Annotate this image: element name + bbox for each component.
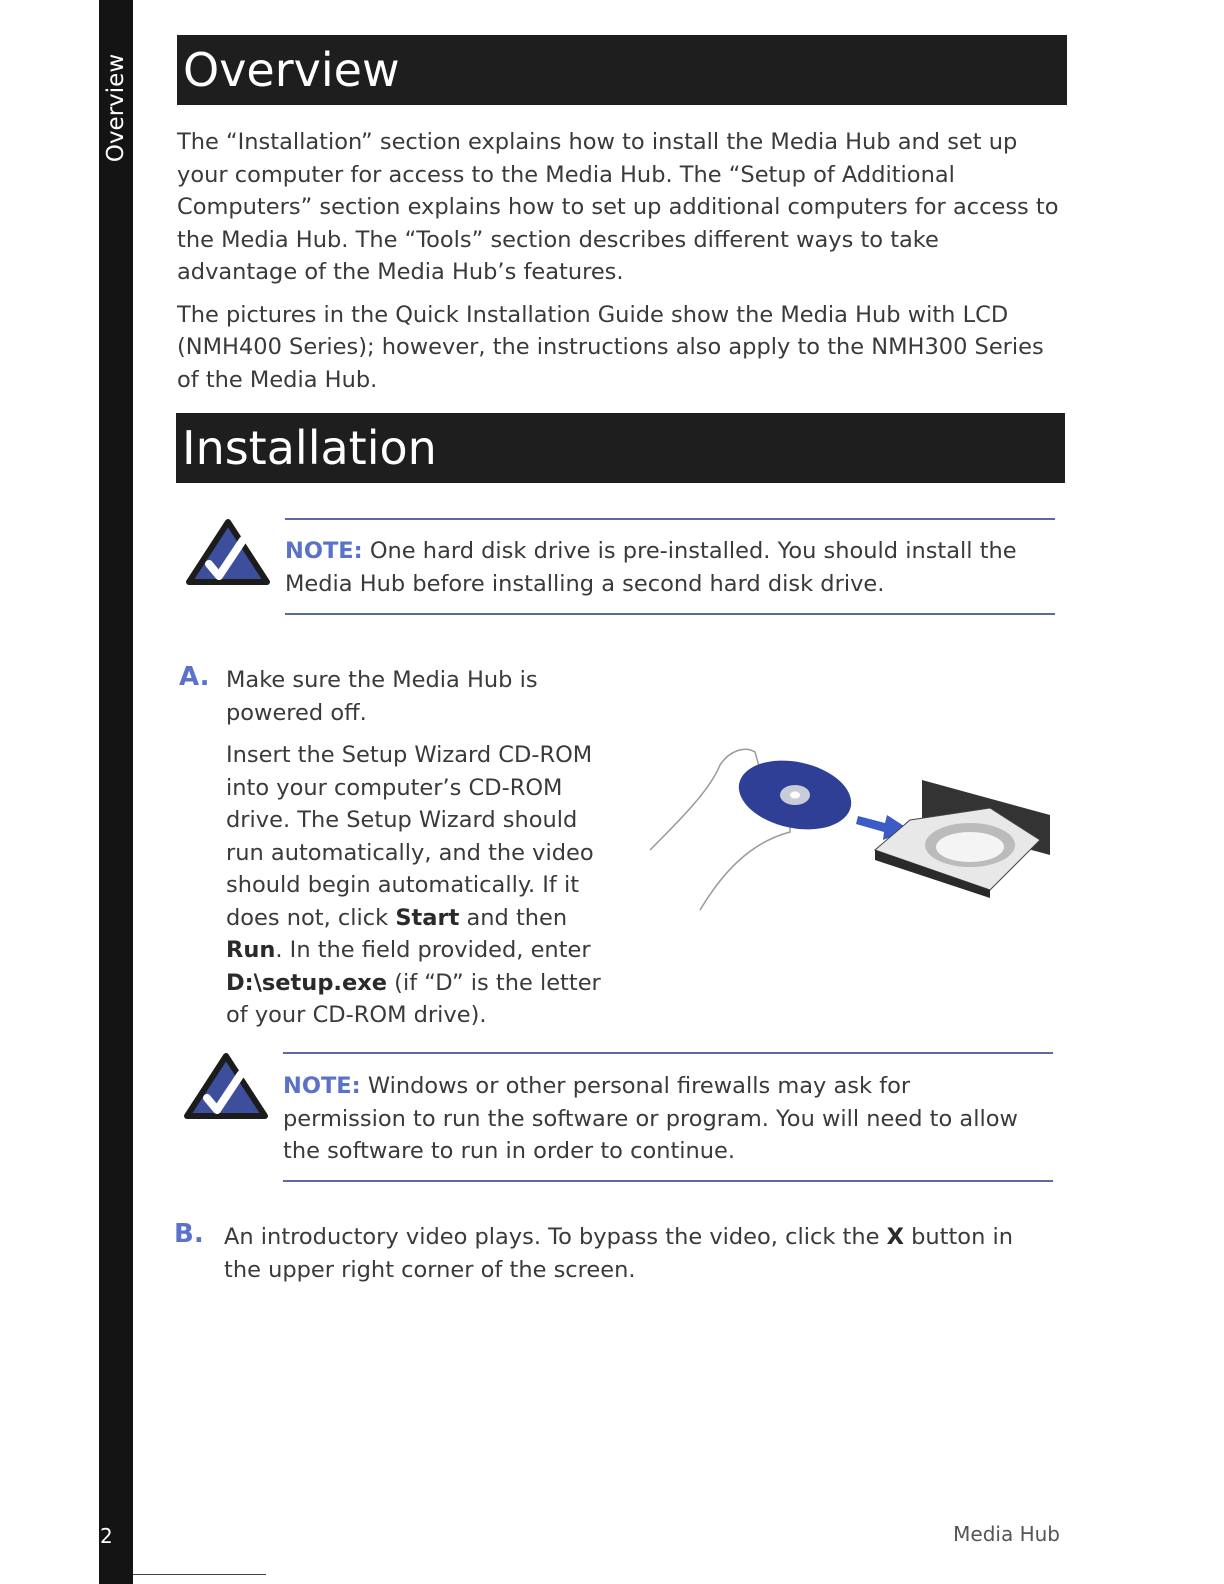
text: Insert the Setup Wizard CD-ROM into your computer’s CD-ROM drive. The Setup Wizard should run automatically, and the video should begin automatically. If it does not, click	[226, 742, 594, 931]
text: and then	[459, 904, 568, 931]
note-callout	[183, 1052, 1053, 1184]
installation-heading: Installation	[176, 413, 1065, 483]
note-text	[283, 1070, 1033, 1168]
step-b-letter: B.	[174, 1219, 204, 1249]
step-a-body	[226, 664, 606, 1032]
cd-insert-illustration	[640, 740, 1060, 920]
run-term: Run	[226, 937, 276, 963]
note-rule-top	[285, 518, 1055, 520]
overview-paragraph: The pictures in the Quick Installation Guide show the Media Hub with LCD (NMH400 Series); however, the instructions also apply to the NMH300 Series of the Media Hub.	[177, 301, 1044, 393]
text: (if “D” is the letter of your CD-ROM drive).	[226, 969, 601, 1028]
sidebar-tab-label: Overview	[103, 53, 129, 163]
note-label: NOTE:	[285, 538, 363, 564]
page-number: 2	[100, 1524, 113, 1548]
note-rule-bottom	[285, 613, 1055, 615]
x-button-term: X	[886, 1224, 904, 1250]
note-check-icon	[183, 1052, 269, 1122]
overview-heading: Overview	[177, 35, 1067, 105]
text: . In the field provided, enter	[275, 937, 591, 963]
note-rule-bottom	[283, 1180, 1053, 1182]
step-b-paragraph	[224, 1221, 1054, 1286]
step-a-letter: A.	[179, 662, 210, 692]
step-a-paragraph	[226, 739, 606, 1032]
note-check-icon	[185, 518, 271, 588]
sidebar-tab	[99, 40, 133, 180]
footer-product: Media Hub	[953, 1522, 1060, 1546]
footer-rule	[133, 1574, 266, 1575]
overview-body	[177, 126, 1062, 396]
note-rule-top	[283, 1052, 1053, 1054]
text: An introductory video plays. To bypass the video, click the	[224, 1224, 887, 1250]
note-callout	[185, 518, 1055, 618]
note-body: Windows or other personal firewalls may ask for permission to run the software or program. You will need to allow the software to run in order to continue.	[283, 1073, 1018, 1164]
setup-command: D:\setup.exe	[226, 969, 388, 996]
note-body: One hard disk drive is pre-installed. You should install the Media Hub before installing a second hard disk drive.	[285, 538, 1017, 597]
overview-paragraph: The “Installation” section explains how to install the Media Hub and set up your computer for access to the Media Hub. The “Setup of Additional Computers” section explains how to set up additional computers for access to the Media Hub. The “Tools” section describes different ways to take advantage of the Media Hub’s features.	[177, 129, 1059, 285]
sidebar-bar	[99, 0, 133, 1584]
start-term: Start	[395, 904, 460, 931]
step-b-body	[224, 1221, 1054, 1286]
text: button in the upper right corner of the screen.	[224, 1224, 1013, 1283]
note-text	[285, 535, 1035, 600]
step-a-paragraph: Make sure the Media Hub is powered off.	[226, 667, 538, 726]
cd-drive-icon	[875, 780, 1050, 898]
note-label: NOTE:	[283, 1073, 361, 1099]
